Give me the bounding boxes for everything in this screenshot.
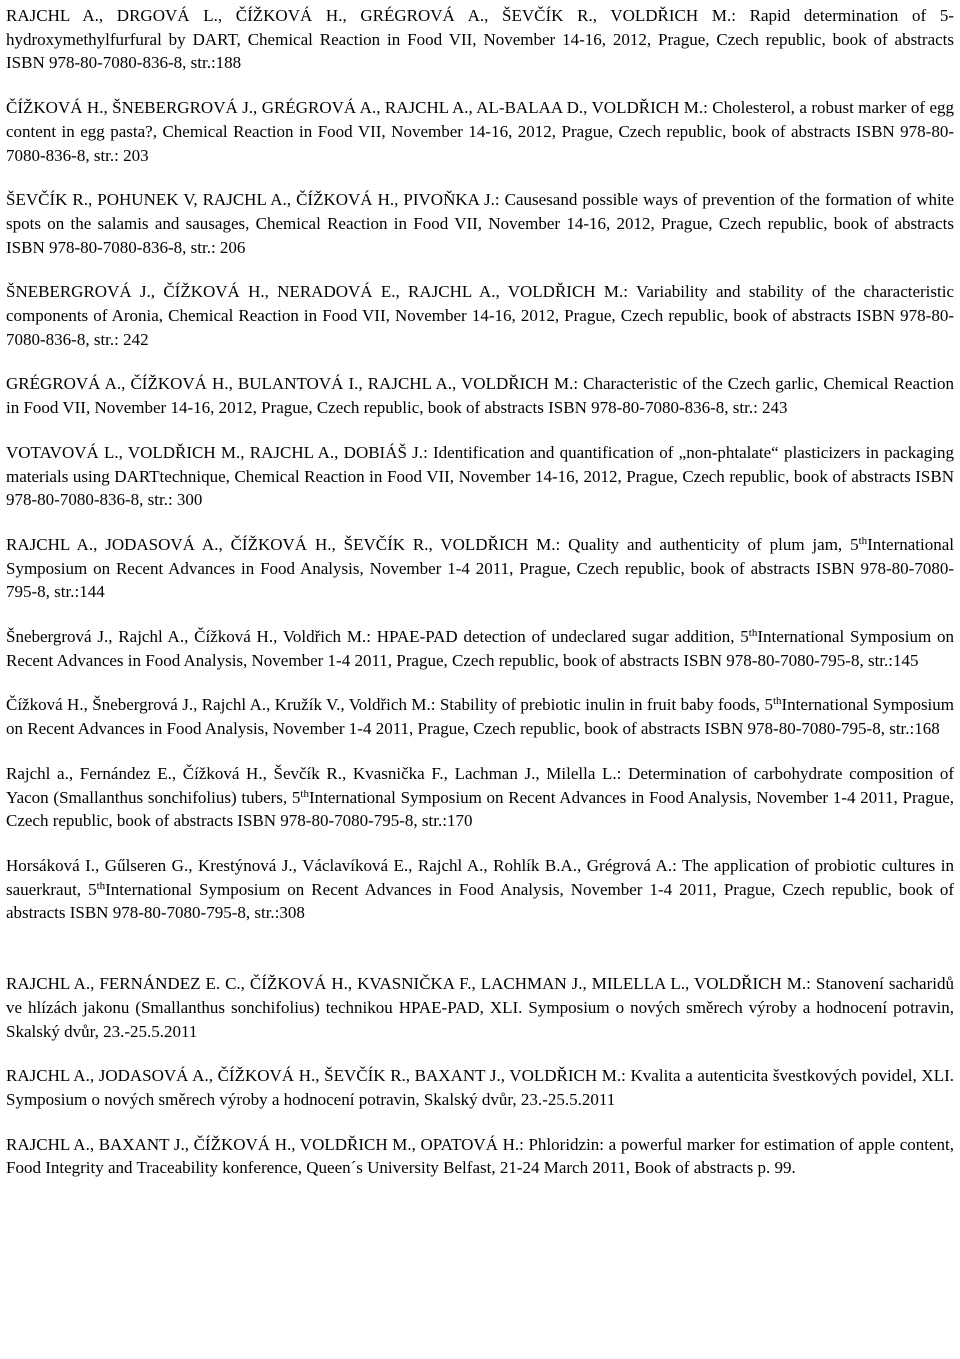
reference-details: : Characteristic of the Czech garlic, Chemical Reaction in Food VII, November 14-16, 2012, Prague, Czech republic, book of abstracts ISBN 978-80-7080-836-8, str.: 243 [6,374,954,418]
reference-authors: RAJCHL A., DRGOVÁ L., ČÍŽKOVÁ H., GRÉGROVÁ A., ŠEVČÍK R., VOLDŘICH M. [6,6,732,25]
reference-details: : Causesand possible ways of prevention of the formation of white spots on the salamis and sausages, Chemical Reaction in Food VII, November 14-16, 2012, Prague, Czech republic, book of abstracts ISBN 978-80-7080-836-8, str.: 206 [6,190,954,257]
reference-entry [6,280,954,351]
reference-details: : Stanovení sacharidů ve hlízách jakonu (Smallanthus sonchifolius) technikou HPAE-PAD, XLI. Symposium o nových směrech výroby a hodnocení potravin, Skalský dvůr, 23.-25.5.2011 [6,974,954,1041]
reference-details: : Rapid determination of 5-hydroxymethylfurfural by DART, Chemical Reaction in Food VII, November 14-16, 2012, Prague, Czech republic, book of abstracts ISBN 978-80-7080-836-8, str.:188 [6,6,954,73]
reference-entry [6,96,954,167]
reference-details: : Kvalita a autenticita švestkových povidel, XLI. Symposium o nových směrech výroby a hodnocení potravin, Skalský dvůr, 23.-25.5.2011 [6,1066,954,1109]
reference-details-cont: International Symposium on Recent Advances in Food Analysis, November 1-4 2011, Prague, Czech republic, book of abstracts ISBN 978-80-7080-795-8, str.:145 [6,627,955,670]
reference-authors: Rajchl a., Fernández E., Čížková H., Ševčík R., Kvasnička F., Lachman J., Milella L. [6,763,617,783]
reference-authors: RAJCHL A., FERNÁNDEZ E. C., ČÍŽKOVÁ H., KVASNIČKA F., LACHMAN J., MILELLA L., VOLDŘICH M. [6,974,807,994]
reference-authors: ČÍŽKOVÁ H., ŠNEBERGROVÁ J., GRÉGROVÁ A., RAJCHL A., AL-BALAA D., VOLDŘICH M. [6,98,704,118]
reference-authors: GRÉGROVÁ A., ČÍŽKOVÁ H., BULANTOVÁ I., RAJCHL A., VOLDŘICH M. [6,374,574,394]
ordinal-suffix: th [858,534,868,547]
ordinal-suffix: th [748,627,758,640]
reference-details-cont: International Symposium on Recent Advances in Food Analysis, November 1-4 2011, Prague, Czech republic, book of abstracts ISBN 978-80-7080-795-8, str.:144 [6,534,954,602]
reference-details-cont: International Symposium on Recent Advances in Food Analysis, November 1-4 2011, Prague, Czech republic, book of abstracts ISBN 978-80-7080-795-8, str.:168 [6,695,955,739]
reference-authors: RAJCHL A., JODASOVÁ A., ČÍŽKOVÁ H., ŠEVČÍK R., VOLDŘICH M. [6,534,556,554]
reference-details-cont: International Symposium on Recent Advances in Food Analysis, November 1-4 2011, Prague, Czech republic, book of abstracts ISBN 978-80-7080-795-8, str.:170 [6,787,955,831]
reference-details: : Determination of carbohydrate composition of Yacon (Smallanthus sonchifolius) tubers, 5 [6,763,954,807]
reference-authors: Šnebergrová J., Rajchl A., Čížková H., Voldřich M. [6,627,367,647]
reference-entry [6,188,954,259]
reference-entry [6,4,954,75]
reference-details: : Variability and stability of the characteristic components of Aronia, Chemical Reaction in Food VII, November 14-16, 2012, Prague, Czech republic, book of abstracts ISBN 978-80-7080-836-8, str.: 242 [6,282,955,349]
reference-details: : Quality and authenticity of plum jam, 5 [555,534,859,554]
reference-authors: VOTAVOVÁ L., VOLDŘICH M., RAJCHL A., DOBIÁŠ J. [6,442,424,462]
reference-authors: ŠNEBERGROVÁ J., ČÍŽKOVÁ H., NERADOVÁ E., RAJCHL A., VOLDŘICH M. [6,282,624,302]
reference-entry [6,1133,954,1180]
reference-entry [6,854,954,925]
ordinal-suffix: th [772,695,782,708]
reference-details-cont: International Symposium on Recent Advances in Food Analysis, November 1-4 2011, Prague, Czech republic, book of abstracts ISBN 978-80-7080-795-8, str.:308 [6,879,954,923]
reference-details: : HPAE-PAD detection of undeclared sugar addition, 5 [366,627,749,647]
reference-authors: ŠEVČÍK R., POHUNEK V, RAJCHL A., ČÍŽKOVÁ H., PIVOŇKA J. [6,190,495,210]
reference-authors: Horsáková I., Gűlseren G., Krestýnová J., Václavíková E., Rajchl A., Rohlík B.A., Grégrová A. [6,855,673,875]
reference-entry [6,533,954,604]
reference-entry [6,1064,954,1111]
reference-entry [6,972,954,1043]
reference-authors: RAJCHL A., JODASOVÁ A., ČÍŽKOVÁ H., ŠEVČÍK R., BAXANT J., VOLDŘICH M. [6,1066,622,1086]
reference-details: : Identification and quantification of „non-phtalate“ plasticizers in packaging materials using DARTtechnique, Chemical Reaction in Food VII, November 14-16, 2012, Prague, Czech republic, book of abstracts ISBN 978-80-7080-836-8, str.: 300 [6,442,954,510]
reference-details: : Cholesterol, a robust marker of egg content in egg pasta?, Chemical Reaction in Food VII, November 14-16, 2012, Prague, Czech republic, book of abstracts ISBN 978-80-7080-836-8, str.: 203 [6,98,954,165]
reference-entry [6,693,954,740]
reference-entry [6,441,954,512]
reference-entry [6,625,954,672]
reference-details: : The application of probiotic cultures in sauerkraut, 5 [6,855,955,899]
ordinal-suffix: th [96,879,106,892]
reference-entry [6,762,954,833]
reference-authors: Čížková H., Šnebergrová J., Rajchl A., Kružík V., Voldřich M. [6,695,431,715]
reference-details: : Phloridzin: a powerful marker for estimation of apple content, Food Integrity and Traceability konference, Queen´s University Belfast, 21-24 March 2011, Book of abstracts p. 99. [6,1134,954,1178]
reference-details: : Stability of prebiotic inulin in fruit baby foods, 5 [430,695,773,715]
reference-authors: RAJCHL A., BAXANT J., ČÍŽKOVÁ H., VOLDŘICH M., OPATOVÁ H. [6,1134,520,1154]
reference-entry [6,372,954,419]
ordinal-suffix: th [300,787,309,800]
